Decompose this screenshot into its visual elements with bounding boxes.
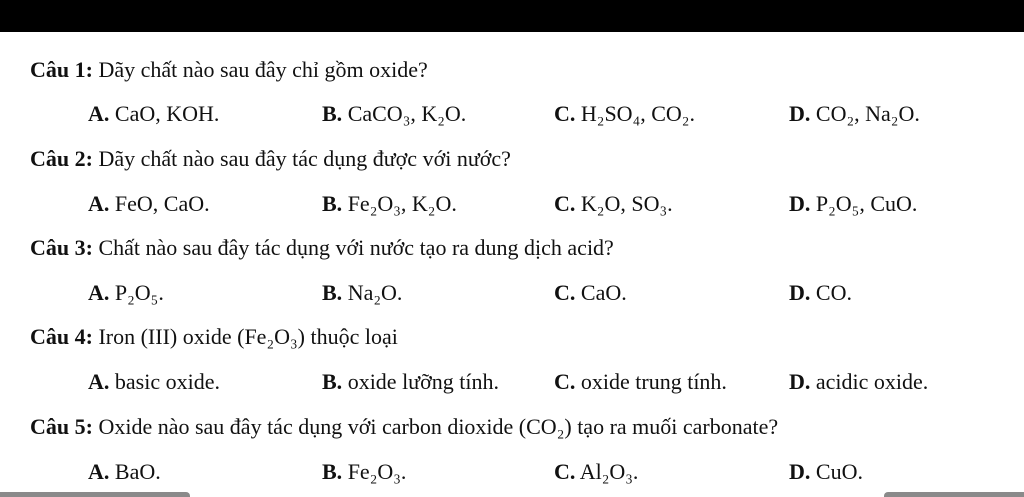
question-label: Câu 1: [30, 57, 93, 82]
option-text: CaO, KOH. [114, 101, 220, 126]
option-b[interactable] [322, 191, 457, 217]
option-text: CO. [815, 280, 852, 305]
option-text: oxide lưỡng tính. [347, 369, 499, 394]
option-d[interactable] [789, 459, 863, 485]
option-label: D. [789, 191, 811, 216]
option-label: D. [789, 280, 811, 305]
option-a[interactable] [88, 280, 164, 306]
option-label: C. [554, 191, 576, 216]
option-label: B. [322, 459, 343, 484]
option-c[interactable] [554, 459, 638, 485]
option-label: D. [789, 459, 811, 484]
question-4 [30, 324, 398, 350]
option-a[interactable] [88, 191, 210, 217]
option-c[interactable] [554, 101, 695, 127]
option-text: Al₂O₃. [579, 459, 639, 484]
question-text: Chất nào sau đây tác dụng với nước tạo ra dung dịch acid? [98, 235, 614, 260]
option-label: A. [88, 191, 110, 216]
option-b[interactable] [322, 101, 466, 127]
option-label: B. [322, 369, 343, 394]
option-c[interactable] [554, 280, 627, 306]
option-text: oxide trung tính. [580, 369, 727, 394]
option-label: B. [322, 191, 343, 216]
option-label: A. [88, 459, 110, 484]
option-label: C. [554, 280, 576, 305]
option-b[interactable] [322, 459, 406, 485]
option-label: A. [88, 101, 110, 126]
question-label: Câu 5: [30, 414, 93, 439]
question-label: Câu 4: [30, 324, 93, 349]
option-d[interactable] [789, 280, 852, 306]
option-text: CO₂, Na₂O. [815, 101, 920, 126]
option-label: A. [88, 280, 110, 305]
option-text: K₂O, SO₃. [580, 191, 673, 216]
option-label: B. [322, 101, 343, 126]
option-text: BaO. [114, 459, 161, 484]
question-3 [30, 235, 614, 261]
question-5 [30, 414, 778, 440]
option-a[interactable] [88, 459, 161, 485]
option-label: C. [554, 101, 576, 126]
option-c[interactable] [554, 191, 673, 217]
option-label: D. [789, 101, 811, 126]
question-text: Dãy chất nào sau đây tác dụng được với nước? [98, 146, 511, 171]
question-2 [30, 146, 511, 172]
option-a[interactable] [88, 101, 219, 127]
question-text: Dãy chất nào sau đây chỉ gồm oxide? [98, 57, 428, 82]
question-1 [30, 57, 428, 83]
option-d[interactable] [789, 191, 917, 217]
bottom-edge-right [884, 492, 1024, 497]
option-text: Fe₂O₃, K₂O. [347, 191, 457, 216]
question-label: Câu 3: [30, 235, 93, 260]
question-text: Iron (III) oxide (Fe₂O₃) thuộc loại [98, 324, 398, 349]
option-text: CuO. [815, 459, 863, 484]
top-black-bar [0, 0, 1024, 32]
option-text: FeO, CaO. [114, 191, 210, 216]
option-label: C. [554, 369, 576, 394]
option-b[interactable] [322, 369, 499, 395]
option-text: acidic oxide. [815, 369, 929, 394]
option-label: C. [554, 459, 576, 484]
option-d[interactable] [789, 369, 928, 395]
option-label: D. [789, 369, 811, 394]
option-text: P₂O₅. [114, 280, 164, 305]
option-a[interactable] [88, 369, 220, 395]
option-text: Na₂O. [347, 280, 403, 305]
option-d[interactable] [789, 101, 920, 127]
option-label: B. [322, 280, 343, 305]
option-label: A. [88, 369, 110, 394]
bottom-edge-left [0, 492, 190, 497]
option-text: P₂O₅, CuO. [815, 191, 918, 216]
option-text: H₂SO₄, CO₂. [580, 101, 695, 126]
question-label: Câu 2: [30, 146, 93, 171]
option-text: basic oxide. [114, 369, 220, 394]
option-text: CaO. [580, 280, 627, 305]
question-text: Oxide nào sau đây tác dụng với carbon dioxide (CO₂) tạo ra muối carbonate? [98, 414, 779, 439]
option-text: Fe₂O₃. [347, 459, 407, 484]
option-c[interactable] [554, 369, 727, 395]
option-b[interactable] [322, 280, 402, 306]
option-text: CaCO₃, K₂O. [347, 101, 467, 126]
